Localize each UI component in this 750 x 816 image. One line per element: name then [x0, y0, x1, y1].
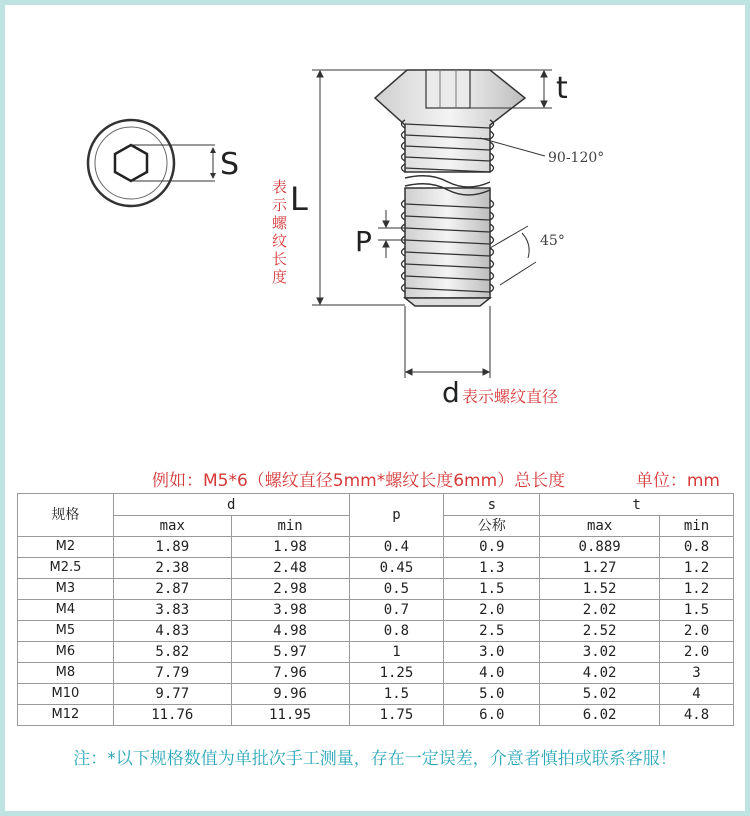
cell-s: 1.5	[444, 579, 540, 600]
cell-t-max: 2.52	[540, 621, 660, 642]
cell-s: 2.5	[444, 621, 540, 642]
cell-t-min: 0.8	[660, 537, 734, 558]
cell-d-max: 3.83	[113, 600, 231, 621]
label-angle-side: 45°	[540, 233, 565, 249]
header-d-min: min	[231, 516, 349, 537]
label-L: L	[290, 180, 308, 218]
cell-t-min: 4.8	[660, 705, 734, 726]
cell-size: M2.5	[18, 558, 114, 579]
table-row	[18, 621, 734, 642]
cell-p: 0.8	[349, 621, 444, 642]
label-d: d	[442, 376, 460, 409]
cell-t-min: 1.2	[660, 558, 734, 579]
label-L-char: 度	[272, 268, 288, 286]
cell-d-min: 5.97	[231, 642, 349, 663]
cell-t-min: 3	[660, 663, 734, 684]
header-d-max: max	[113, 516, 231, 537]
cell-p: 1.25	[349, 663, 444, 684]
header-p: p	[349, 494, 444, 537]
cell-t-max: 5.02	[540, 684, 660, 705]
cell-d-min: 1.98	[231, 537, 349, 558]
cell-d-min: 2.48	[231, 558, 349, 579]
cell-d-min: 11.95	[231, 705, 349, 726]
cell-p: 1.75	[349, 705, 444, 726]
table-row	[18, 558, 734, 579]
label-L-char: 表	[272, 178, 288, 196]
table-row	[18, 684, 734, 705]
cell-d-max: 2.38	[113, 558, 231, 579]
header-t-max: max	[540, 516, 660, 537]
cell-t-min: 2.0	[660, 621, 734, 642]
cell-s: 1.3	[444, 558, 540, 579]
cell-size: M12	[18, 705, 114, 726]
cell-d-min: 2.98	[231, 579, 349, 600]
cell-t-min: 4	[660, 684, 734, 705]
table-row	[18, 705, 734, 726]
cell-t-max: 1.52	[540, 579, 660, 600]
cell-s: 4.0	[444, 663, 540, 684]
label-s: S	[220, 147, 240, 182]
label-L-char: 纹	[272, 232, 288, 250]
cell-t-max: 2.02	[540, 600, 660, 621]
dimension-d	[405, 306, 490, 378]
cell-d-max: 11.76	[113, 705, 231, 726]
label-d-description: 表示螺纹直径	[462, 387, 559, 406]
cell-d-min: 7.96	[231, 663, 349, 684]
cell-d-min: 9.96	[231, 684, 349, 705]
table-row	[18, 642, 734, 663]
header-t-min: min	[660, 516, 734, 537]
cell-d-max: 1.89	[113, 537, 231, 558]
cell-d-max: 7.79	[113, 663, 231, 684]
table-row	[18, 663, 734, 684]
label-t: t	[556, 71, 568, 106]
spec-table	[17, 493, 734, 726]
cell-size: M3	[18, 579, 114, 600]
header-t: t	[540, 494, 734, 516]
cell-p: 0.45	[349, 558, 444, 579]
cell-d-min: 3.98	[231, 600, 349, 621]
cell-p: 1	[349, 642, 444, 663]
cell-p: 0.7	[349, 600, 444, 621]
header-s: s	[444, 494, 540, 516]
cell-d-max: 9.77	[113, 684, 231, 705]
unit-text: 单位：mm	[635, 471, 720, 491]
cell-s: 2.0	[444, 600, 540, 621]
cell-size: M6	[18, 642, 114, 663]
cell-t-max: 0.889	[540, 537, 660, 558]
spec-table-body	[18, 537, 734, 726]
cell-t-max: 6.02	[540, 705, 660, 726]
angle-side-marks	[490, 226, 536, 285]
header-s-nominal: 公称	[444, 516, 540, 537]
cell-d-max: 2.87	[113, 579, 231, 600]
label-P: P	[355, 225, 372, 258]
cell-size: M2	[18, 537, 114, 558]
table-row	[18, 579, 734, 600]
footnote: 注：*以下规格数值为单批次手工测量，存在一定误差，介意者慎拍或联系客服！	[73, 749, 677, 769]
cell-t-min: 2.0	[660, 642, 734, 663]
cell-p: 0.5	[349, 579, 444, 600]
cell-size: M10	[18, 684, 114, 705]
table-row	[18, 600, 734, 621]
label-L-char: 示	[272, 196, 288, 214]
example-text: 例如：M5*6（螺纹直径5mm*螺纹长度6mm）总长度	[152, 471, 566, 491]
cell-s: 0.9	[444, 537, 540, 558]
cell-d-min: 4.98	[231, 621, 349, 642]
cell-p: 0.4	[349, 537, 444, 558]
label-L-char: 长	[272, 250, 288, 268]
cell-p: 1.5	[349, 684, 444, 705]
cell-t-max: 3.02	[540, 642, 660, 663]
label-L-char: 螺	[272, 214, 288, 232]
cell-d-max: 5.82	[113, 642, 231, 663]
label-angle-top: 90-120°	[548, 150, 605, 166]
header-d: d	[113, 494, 349, 516]
cell-t-max: 4.02	[540, 663, 660, 684]
cell-t-min: 1.2	[660, 579, 734, 600]
cell-size: M5	[18, 621, 114, 642]
cell-size: M8	[18, 663, 114, 684]
header-spec: 规格	[18, 494, 114, 537]
table-row	[18, 537, 734, 558]
cell-s: 6.0	[444, 705, 540, 726]
label-L-description	[272, 178, 288, 286]
dimension-P	[378, 210, 405, 258]
cell-s: 5.0	[444, 684, 540, 705]
cell-s: 3.0	[444, 642, 540, 663]
cell-t-max: 1.27	[540, 558, 660, 579]
cell-d-max: 4.83	[113, 621, 231, 642]
side-view	[375, 70, 525, 306]
cell-size: M4	[18, 600, 114, 621]
end-view	[88, 120, 239, 206]
cell-t-min: 1.5	[660, 600, 734, 621]
